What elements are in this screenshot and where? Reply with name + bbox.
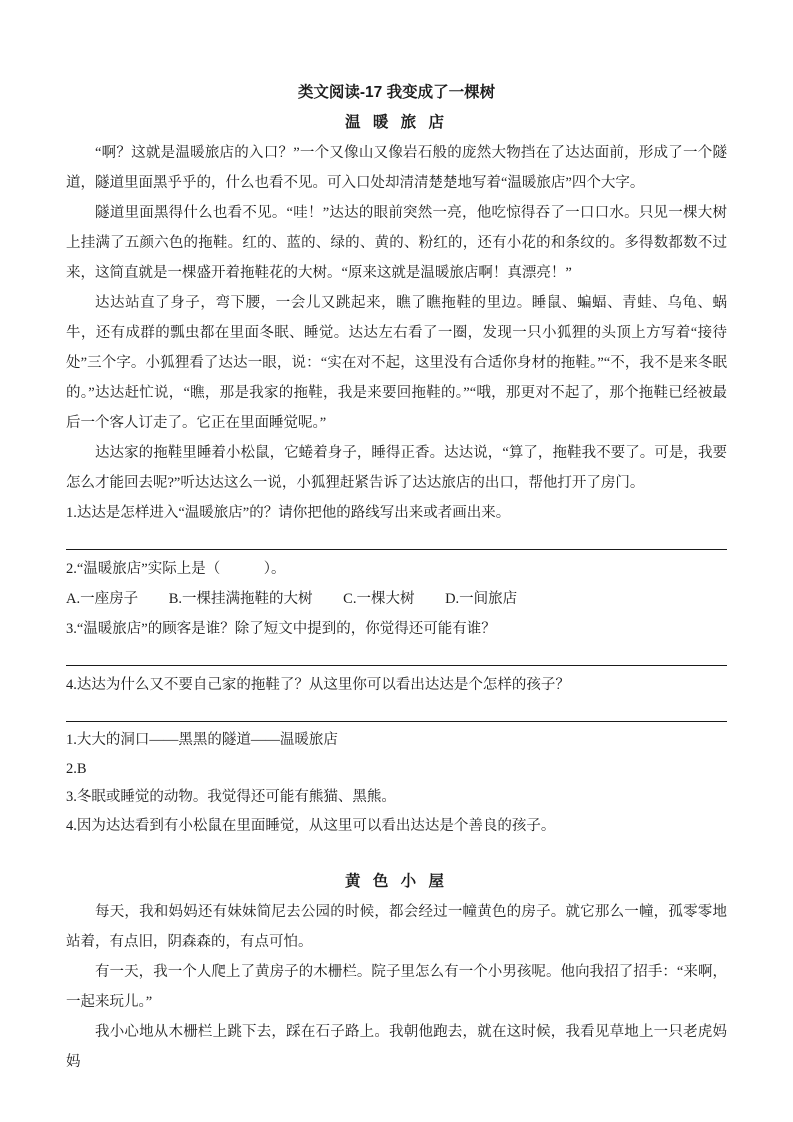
question-2: 2.“温暖旅店”实际上是（ ）。 [66,561,286,577]
passage1-paragraph-1: “啊？这就是温暖旅店的入口？”一个又像山又像岩石般的庞然大物挡在了达达面前，形成了一个隧道，隧道里面黑乎乎的，什么也看不见。可入口处却清清楚楚地写着“温暖旅店”四个大字。 [66,145,727,191]
question-3: 3.“温暖旅店”的顾客是谁？除了短文中提到的，你觉得还可能有谁？ [66,621,496,637]
option-b: B.一棵挂满拖鞋的大树 [168,591,313,607]
answer-4: 4.因为达达看到有小松鼠在里面睡觉，从这里可以看出达达是个善良的孩子。 [66,817,556,834]
passage2-paragraph-3: 我小心地从木栅栏上跳下去，踩在石子路上。我朝他跑去，就在这时候，我看见草地上一只老虎妈妈 [66,1024,727,1070]
option-d: D.一间旅店 [445,591,518,607]
passage1-paragraph-3: 达达站直了身子，弯下腰，一会儿又跳起来，瞧了瞧拖鞋的里边。睡鼠、蝙蝠、青蛙、乌龟、蜗牛，还有成群的瓢虫都在里面冬眠、睡觉。达达左右看了一圈，发现一只小狐狸的头顶上方写着“接待处”三个字。小狐狸看了达达一眼，说：“实在对不起，这里没有合适你身材的拖鞋。”“不，我不是来冬眠的。”达达赶忙说，“瞧，那是我家的拖鞋，我是来要回拖鞋的。”“哦，那更对不起了，那个拖鞋已经被最后一个客人订走了。它正在里面睡觉呢。” [66,295,727,431]
answer-2: 2.B [66,760,87,777]
option-c: C.一棵大树 [343,591,415,607]
answer-rule-2 [66,665,727,666]
document-title: 类文阅读-17 我变成了一棵树 [297,84,496,101]
passage2-heading: 黄 色 小 屋 [345,873,448,890]
answer-3: 3.冬眠或睡觉的动物。我觉得还可能有熊猫、黑熊。 [66,789,396,805]
question-4: 4.达达为什么又不要自己家的拖鞋了？从这里你可以看出达达是个怎样的孩子？ [66,677,570,693]
answer-1: 1.大大的洞口——黑黑的隧道——温暖旅店 [66,732,338,748]
passage-yellow-house [66,867,727,1077]
passage1-paragraph-2: 隧道里面黑得什么也看不见。“哇！”达达的眼前突然一亮，他吃惊得吞了一口口水。只见一棵大树上挂满了五颜六色的拖鞋。红的、蓝的、绿的、黄的、粉红的，还有小花的和条纹的。多得数都数不过来，这简直就是一棵盛开着拖鞋花的大树。“原来这就是温暖旅店啊！真漂亮！” [66,205,727,281]
passage2-paragraph-2: 有一天，我一个人爬上了黄房子的木栅栏。院子里怎么有一个小男孩呢。他向我招了招手：“来啊，一起来玩儿。” [66,964,727,1010]
passage1-paragraph-4: 达达家的拖鞋里睡着小松鼠，它蜷着身子，睡得正香。达达说，“算了，拖鞋我不要了。可是，我要怎么才能回去呢?”听达达这么一说，小狐狸赶紧告诉了达达旅店的出口，帮他打开了房门。 [66,445,727,491]
question-2-options [66,584,727,614]
answer-rule-3 [66,721,727,722]
question-1: 1.达达是怎样进入“温暖旅店”的？请你把他的路线写出来或者画出来。 [66,505,511,521]
answer-key [66,726,727,840]
option-a: A.一座房子 [66,591,139,607]
passage2-paragraph-1: 每天，我和妈妈还有妹妹简尼去公园的时候，都会经过一幢黄色的房子。就它那么一幢，孤零零地站着，有点旧，阴森森的，有点可怕。 [66,904,727,950]
passage-warm-hotel [66,108,727,840]
passage1-heading: 温 暖 旅 店 [345,114,448,131]
answer-rule-1 [66,549,727,550]
